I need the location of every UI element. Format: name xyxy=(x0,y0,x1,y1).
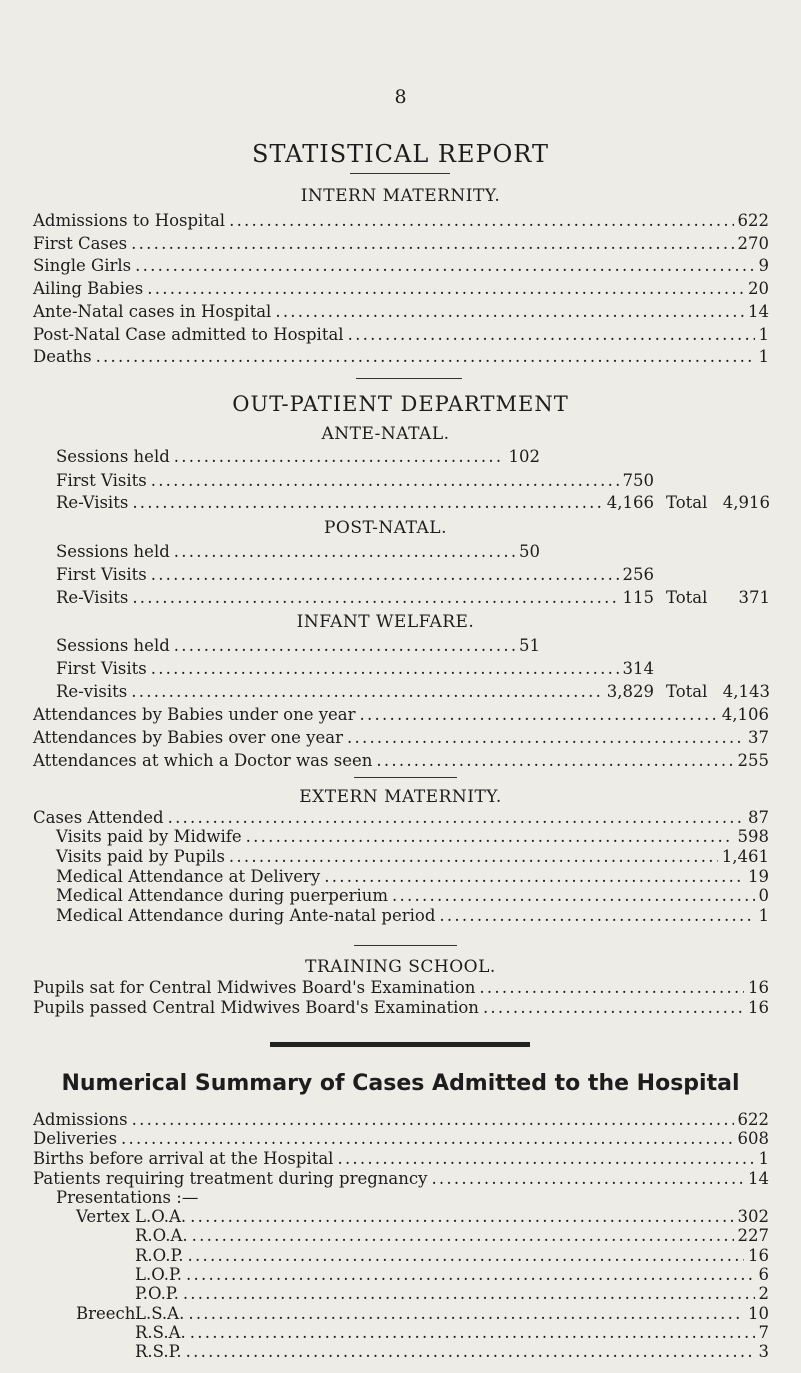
row-label: Re-visits xyxy=(56,682,128,701)
post-natal-sessions-row xyxy=(56,541,540,563)
row-label: Medical Attendance during Ante-natal period xyxy=(56,906,436,926)
row-value: 622 xyxy=(737,211,769,230)
row-label: Attendances by Babies under one year xyxy=(33,705,356,724)
row-value: 4,106 xyxy=(721,705,769,724)
row-label: Admissions xyxy=(33,1109,128,1129)
row-value: 9 xyxy=(758,256,769,276)
out-patient-heading: OUT-PATIENT DEPARTMENT xyxy=(232,392,569,416)
row-label: Admissions to Hospital xyxy=(33,211,226,230)
row-label: Sessions held xyxy=(56,542,170,561)
row-value: 20 xyxy=(748,279,769,299)
row-label: R.O.A. xyxy=(135,1226,188,1246)
row-value: 256 xyxy=(622,565,654,584)
row-value: 227 xyxy=(737,1226,769,1246)
row-label: L.O.A. xyxy=(135,1207,187,1226)
row-value: 50 xyxy=(519,542,540,561)
intern-maternity-row xyxy=(33,278,769,300)
breech-presentation-row xyxy=(135,1341,769,1363)
training-school-row xyxy=(33,977,769,999)
training-school-heading: TRAINING SCHOOL. xyxy=(305,957,496,978)
row-value: 115 xyxy=(622,588,654,607)
page-number: 8 xyxy=(394,86,407,108)
presentations-label: Presentations :— xyxy=(56,1188,199,1208)
infant-welfare-row xyxy=(33,727,769,749)
row-value: 3 xyxy=(758,1342,769,1362)
row-value: 16 xyxy=(748,977,769,997)
ante-natal-sessions-row xyxy=(56,446,540,468)
row-label: Deliveries xyxy=(33,1129,118,1149)
infant-re-row xyxy=(56,681,654,703)
intern-maternity-row xyxy=(33,346,769,368)
row-value: 1 xyxy=(758,906,769,926)
post-natal-first-row xyxy=(56,564,654,586)
row-value: 19 xyxy=(748,866,769,886)
row-value: 750 xyxy=(622,471,654,490)
row-label: R.O.P. xyxy=(135,1245,184,1265)
row-value: 16 xyxy=(748,997,769,1017)
row-value: 270 xyxy=(737,233,769,253)
post-natal-total-value: 371 xyxy=(738,588,770,607)
row-label: Sessions held xyxy=(56,636,170,655)
row-value: 314 xyxy=(622,659,654,678)
vertex-label: Vertex xyxy=(76,1207,130,1226)
row-label: L.S.A. xyxy=(135,1303,185,1323)
post-natal-heading: POST-NATAL. xyxy=(323,518,447,538)
row-label: Ailing Babies xyxy=(33,279,144,299)
row-label: R.S.A. xyxy=(135,1322,186,1342)
row-label: Re-Visits xyxy=(56,493,129,512)
row-label: Births before arrival at the Hospital xyxy=(33,1148,334,1168)
intern-maternity-heading: INTERN MATERNITY. xyxy=(300,186,501,206)
post-natal-total-label: Total xyxy=(666,588,708,607)
page-title: STATISTICAL REPORT xyxy=(252,140,549,168)
row-value: 14 xyxy=(748,1168,769,1188)
ante-natal-heading: ANTE-NATAL. xyxy=(321,424,450,444)
intern-maternity-row xyxy=(33,301,769,323)
ante-natal-first-row xyxy=(56,470,654,492)
row-value: 1,461 xyxy=(721,847,769,867)
row-label: First Visits xyxy=(56,565,147,584)
infant-total-label: Total xyxy=(666,682,708,701)
summary-row xyxy=(33,1128,769,1150)
training-school-row xyxy=(33,997,769,1019)
row-label: L.O.P. xyxy=(135,1264,183,1284)
row-value: 255 xyxy=(737,751,769,770)
row-label: Post-Natal Case admitted to Hospital xyxy=(33,324,344,344)
summary-heading: Numerical Summary of Cases Admitted to the Hospital xyxy=(61,1071,740,1096)
infant-sessions-row xyxy=(56,635,540,657)
row-label: Attendances by Babies over one year xyxy=(33,728,343,747)
row-label: Cases Attended xyxy=(33,807,164,827)
row-label: First Cases xyxy=(33,233,128,253)
row-value: 2 xyxy=(758,1284,769,1303)
extern-maternity-row xyxy=(56,905,769,927)
row-value: 37 xyxy=(748,728,769,747)
summary-row xyxy=(33,1148,769,1170)
row-label: First Visits xyxy=(56,659,147,678)
extern-maternity-row xyxy=(56,885,769,907)
section-rule xyxy=(354,777,457,778)
extern-maternity-row xyxy=(56,846,769,868)
row-label: Attendances at which a Doctor was seen xyxy=(33,751,373,770)
extern-maternity-row xyxy=(56,826,769,848)
row-value: 102 xyxy=(508,447,540,466)
row-value: 1 xyxy=(758,324,769,344)
row-value: 51 xyxy=(519,636,540,655)
row-label: Ante-Natal cases in Hospital xyxy=(33,301,272,321)
row-value: 16 xyxy=(748,1245,769,1265)
ante-natal-total-label: Total xyxy=(666,493,708,512)
title-rule xyxy=(350,173,450,174)
row-value: 3,829 xyxy=(606,682,654,701)
post-natal-re-row xyxy=(56,587,654,609)
intern-maternity-row xyxy=(33,324,769,346)
ante-natal-total-value: 4,916 xyxy=(722,493,770,512)
row-value: 0 xyxy=(758,886,769,906)
row-label: Re-Visits xyxy=(56,588,129,607)
intern-maternity-row xyxy=(33,233,769,255)
intern-maternity-row xyxy=(33,255,769,277)
row-label: Pupils sat for Central Midwives Board's Examination xyxy=(33,977,476,997)
infant-first-row xyxy=(56,658,654,680)
row-label: Deaths xyxy=(33,347,92,367)
row-value: 608 xyxy=(737,1129,769,1149)
ante-natal-re-row xyxy=(56,492,654,514)
row-label: R.S.P. xyxy=(135,1342,182,1362)
row-label: Medical Attendance at Delivery xyxy=(56,866,321,886)
row-value: 598 xyxy=(737,827,769,847)
row-value: 14 xyxy=(748,301,769,321)
row-value: 1 xyxy=(758,1148,769,1168)
row-label: Medical Attendance during puerperium xyxy=(56,886,389,906)
intern-maternity-row xyxy=(33,210,769,232)
row-value: 622 xyxy=(737,1109,769,1129)
heavy-divider xyxy=(270,1042,530,1047)
row-label: P.O.P. xyxy=(135,1284,179,1303)
row-label: First Visits xyxy=(56,471,147,490)
row-value: 1 xyxy=(758,347,769,367)
infant-total-value: 4,143 xyxy=(722,682,770,701)
row-value: 6 xyxy=(758,1264,769,1284)
row-label: Patients requiring treatment during pregnancy xyxy=(33,1168,428,1188)
row-value: 7 xyxy=(758,1322,769,1342)
row-label: Visits paid by Midwife xyxy=(56,827,242,847)
row-label: Single Girls xyxy=(33,256,132,276)
infant-welfare-row xyxy=(33,704,769,726)
infant-welfare-heading: INFANT WELFARE. xyxy=(296,612,475,632)
row-label: Visits paid by Pupils xyxy=(56,847,225,867)
extern-maternity-heading: EXTERN MATERNITY. xyxy=(299,787,502,808)
row-value: 10 xyxy=(748,1303,769,1323)
section-rule xyxy=(354,945,457,946)
row-label: Pupils passed Central Midwives Board's Examination xyxy=(33,997,479,1017)
row-label: Sessions held xyxy=(56,447,170,466)
infant-welfare-row xyxy=(33,750,769,772)
row-value: 87 xyxy=(748,807,769,827)
row-value: 302 xyxy=(737,1207,769,1226)
breech-label: Breech xyxy=(76,1303,136,1323)
vertex-presentation-row xyxy=(135,1283,769,1305)
row-value: 4,166 xyxy=(606,493,654,512)
section-rule xyxy=(356,378,462,379)
